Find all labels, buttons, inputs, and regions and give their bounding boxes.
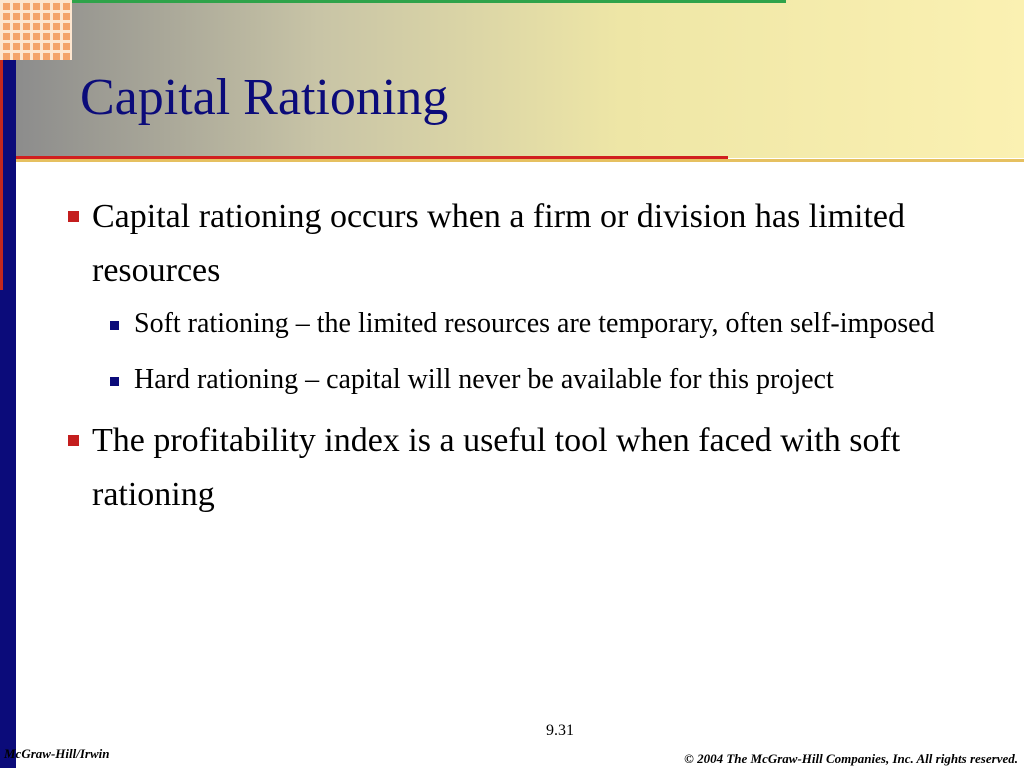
slide-title: Capital Rationing: [80, 69, 449, 126]
square-bullet-icon: [68, 435, 79, 446]
slide-number: 9.31: [546, 722, 574, 739]
sub-bullet-text: Hard rationing – capital will never be available for this project: [134, 364, 834, 395]
bullet-text: Capital rationing occurs when a firm or division has limited resources: [92, 198, 905, 289]
square-bullet-icon: [110, 377, 119, 386]
footer-publisher: McGraw-Hill/Irwin: [4, 746, 110, 761]
grid-logo-icon: [0, 0, 72, 60]
square-bullet-icon: [110, 321, 119, 330]
slide-content: [62, 190, 982, 526]
title-underline-gold: [16, 159, 1024, 162]
footer-copyright: © 2004 The McGraw-Hill Companies, Inc. All rights reserved.: [684, 751, 1018, 766]
left-red-rule: [0, 60, 3, 290]
sub-bullet-item: [104, 358, 982, 402]
sub-bullet-text: Soft rationing – the limited resources are temporary, often self-imposed: [134, 308, 935, 339]
bullet-text: The profitability index is a useful tool when faced with soft rationing: [92, 422, 901, 513]
bullet-item: [62, 190, 982, 298]
title-top-rule: [72, 0, 786, 3]
sub-bullet-item: [104, 302, 982, 346]
square-bullet-icon: [68, 211, 79, 222]
bullet-item: [62, 414, 982, 522]
